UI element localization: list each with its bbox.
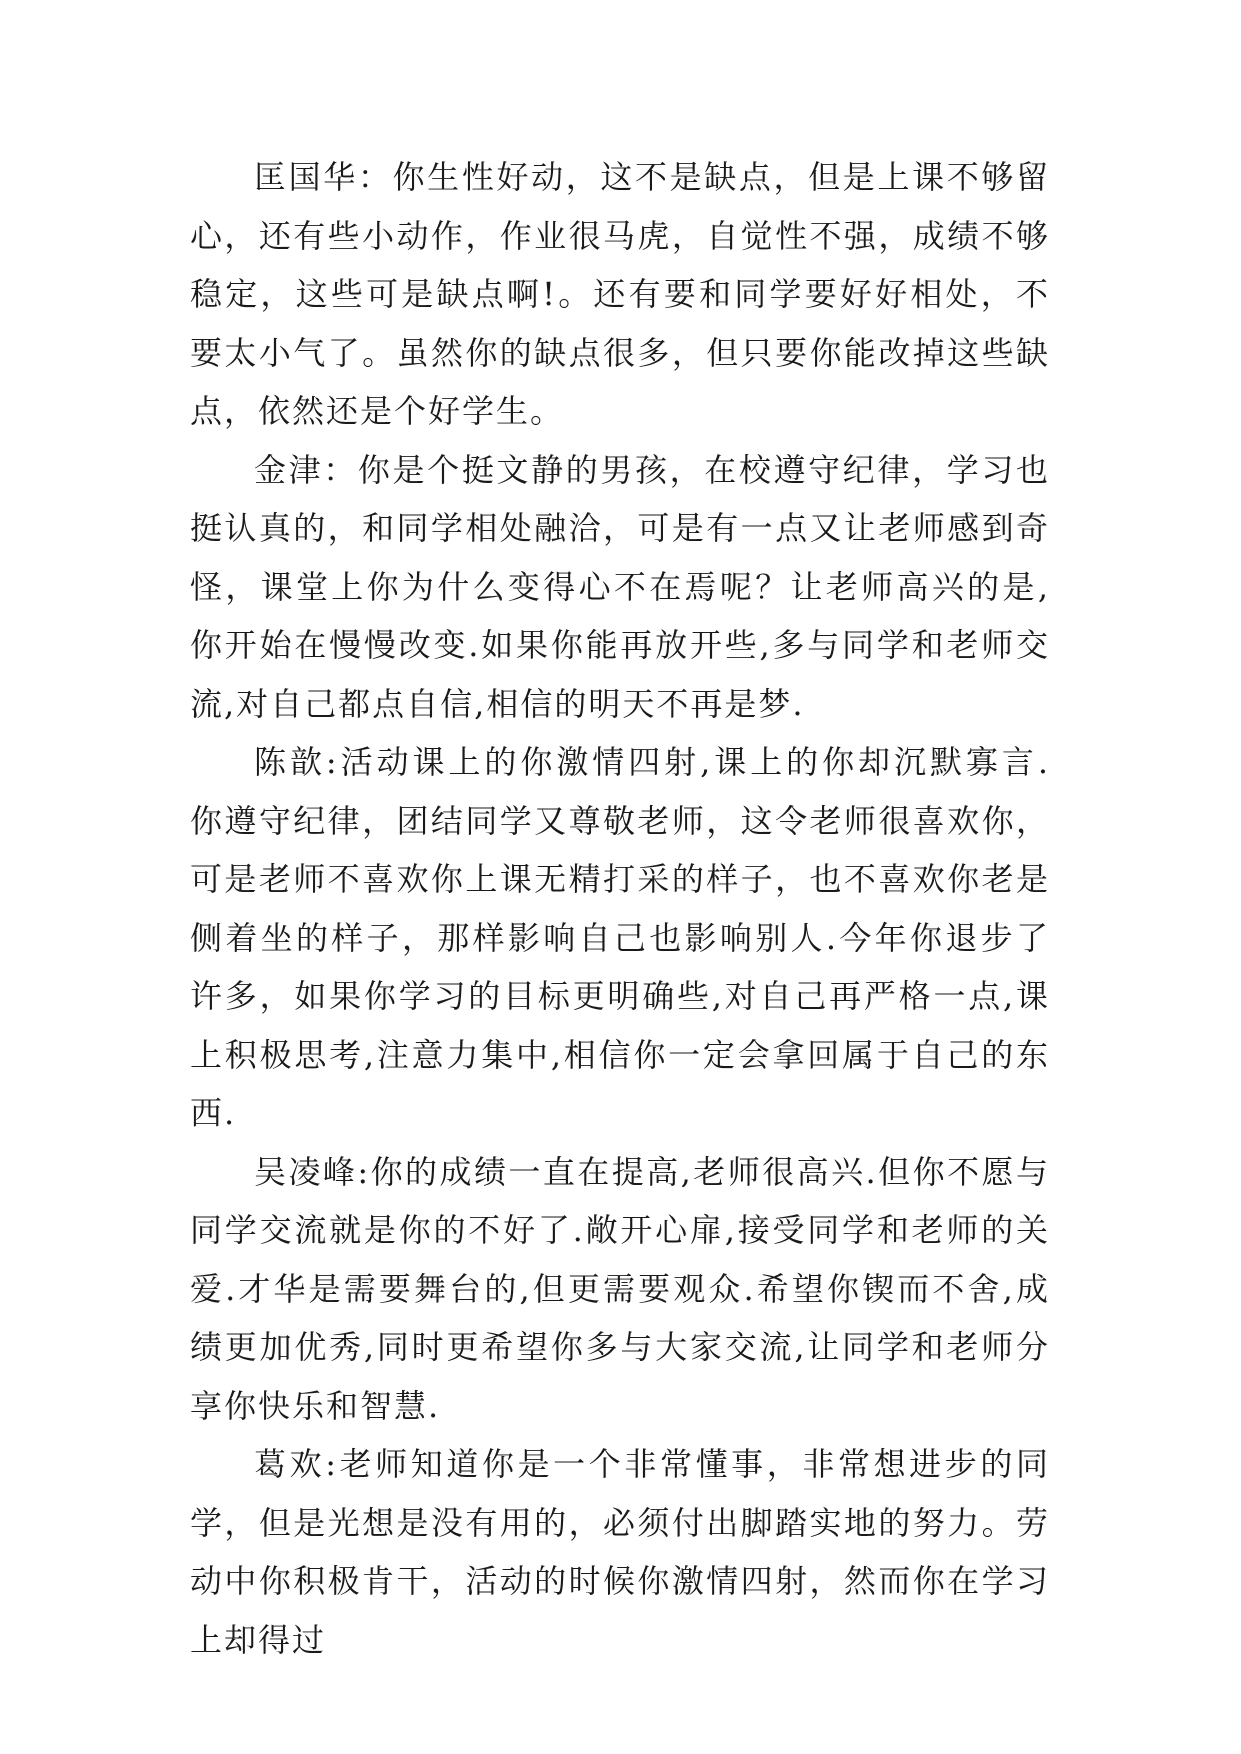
comment-paragraph-kuang-guohua: 匡国华：你生性好动，这不是缺点，但是上课不够留心，还有些小动作，作业很马虎，自觉性不强，成绩不够稳定，这些可是缺点啊!。还有要和同学要好好相处，不要太小气了。虽然你的缺点很多，但只要你能改掉这些缺点，依然还是个好学生。 (190, 158, 1050, 430)
comment-paragraph-ge-huan: 葛欢:老师知道你是一个非常懂事，非常想进步的同学，但是光想是没有用的，必须付出脚踏实地的努力。劳动中你积极肯干，活动的时候你激情四射，然而你在学习上却得过 (190, 1445, 1050, 1659)
comment-paragraph-jin-jin: 金津：你是个挺文静的男孩，在校遵守纪律，学习也挺认真的，和同学相处融洽，可是有一点又让老师感到奇怪，课堂上你为什么变得心不在焉呢？让老师高兴的是,你开始在慢慢改变.如果你能再放开些,多与同学和老师交流,对自己都点自信,相信的明天不再是梦. (190, 450, 1050, 723)
document-page (190, 148, 1050, 1669)
comment-paragraph-chen-xin: 陈歆:活动课上的你激情四射,课上的你却沉默寡言. 你遵守纪律，团结同学又尊敬老师，这令老师很喜欢你，可是老师不喜欢你上课无精打采的样子，也不喜欢你老是侧着坐的样子，那样影响自己也影响别人.今年你退步了许多，如果你学习的目标更明确些,对自己再严格一点,课上积极思考,注意力集中,相信你一定会拿回属于自己的东西. (190, 743, 1050, 1132)
comment-paragraph-wu-lingfeng: 吴凌峰:你的成绩一直在提高,老师很高兴.但你不愿与同学交流就是你的不好了.敞开心扉,接受同学和老师的关爱.才华是需要舞台的,但更需要观众.希望你锲而不舍,成绩更加优秀,同时更希望你多与大家交流,让同学和老师分享你快乐和智慧. (190, 1152, 1050, 1425)
